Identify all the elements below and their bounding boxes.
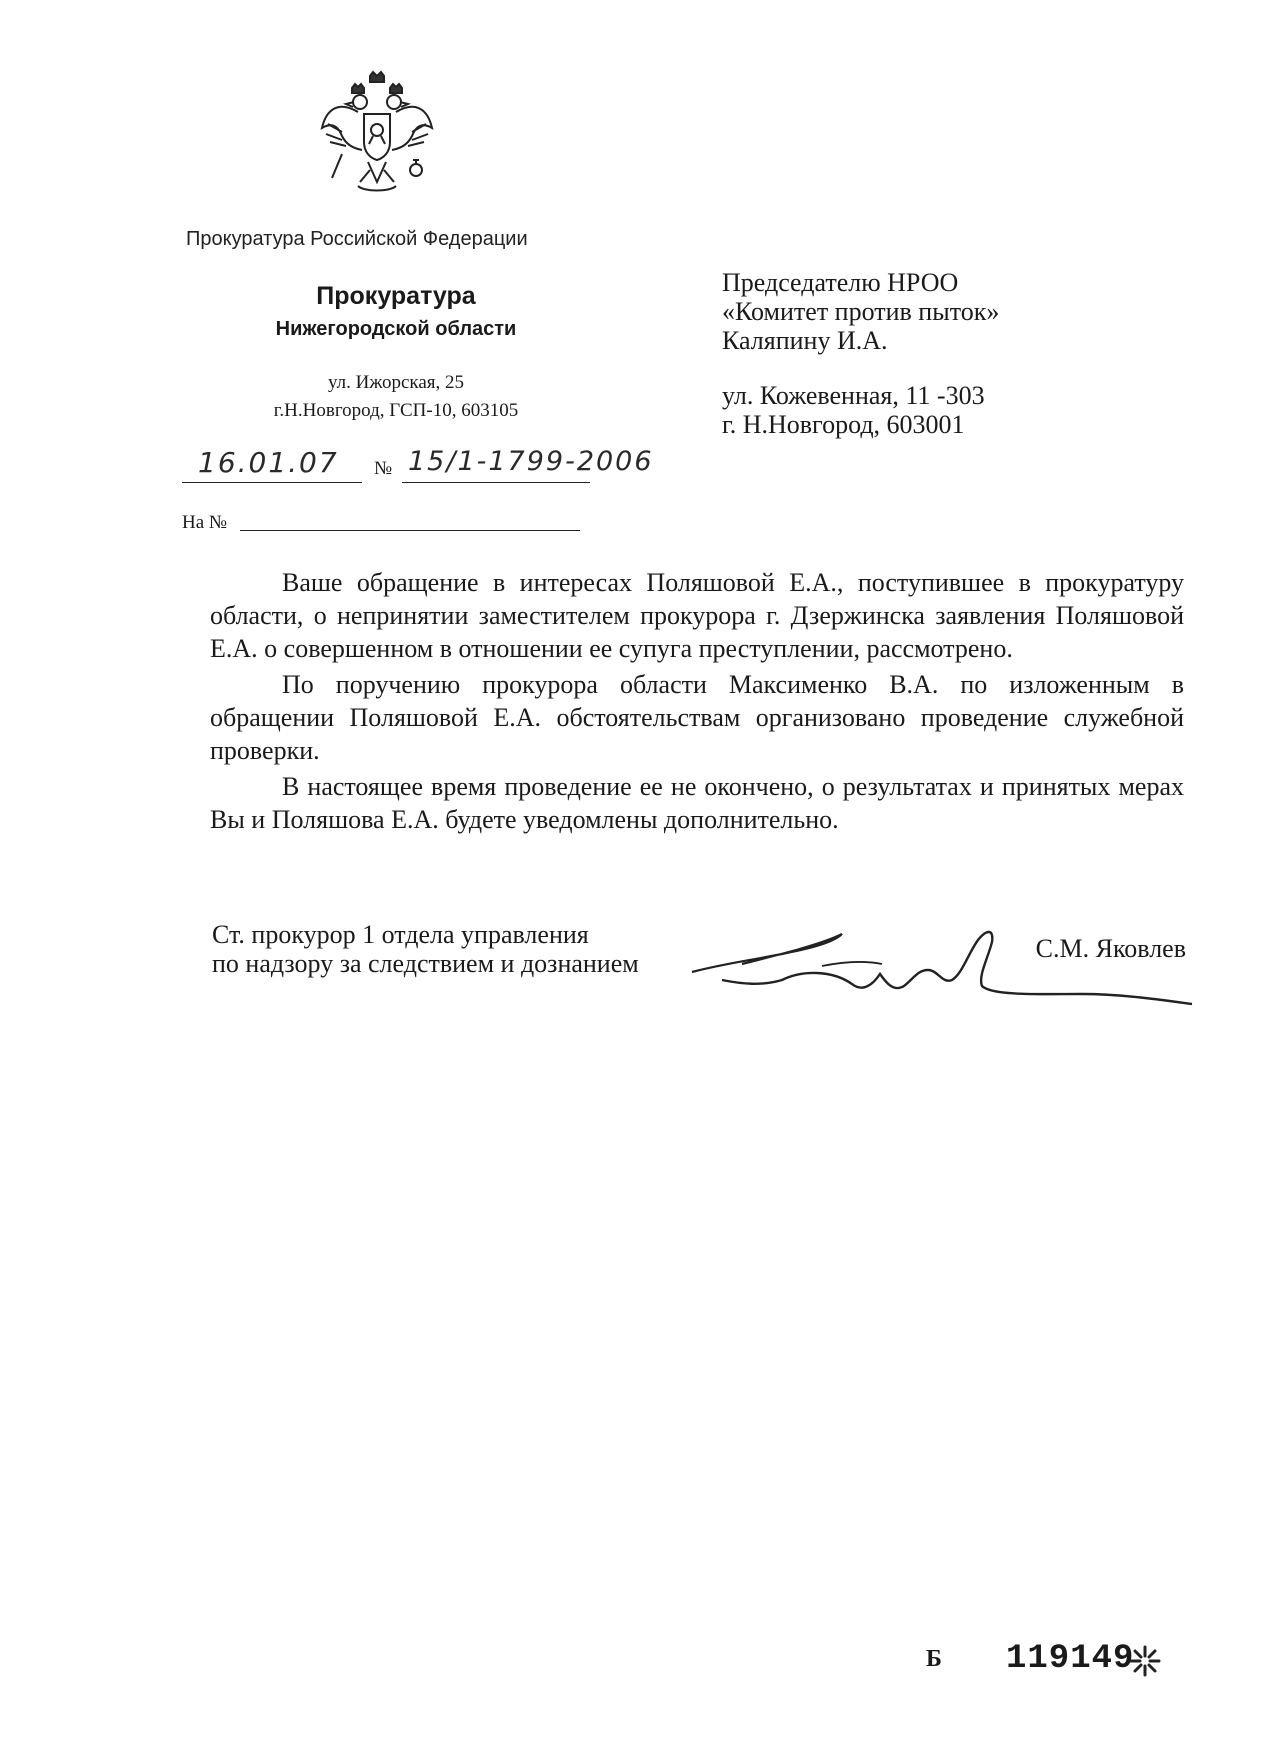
signature-block <box>212 920 1192 1010</box>
body-paragraph: Ваше обращение в интересах Поляшовой Е.А., поступившее в прокуратуру области, о непринятии заместителем прокурора г. Дзержинска заявления Поляшовой Е.А. о совершенном в отношении ее супуга преступлении, рассмотрено. <box>210 568 1184 663</box>
reference-number-underline <box>240 530 580 531</box>
form-series: Б <box>926 1646 942 1672</box>
recipient-city: г. Н.Новгород, 603001 <box>722 410 965 439</box>
signer-name: С.М. Яковлев <box>1035 934 1186 963</box>
parent-organization: Прокуратура Российской Федерации <box>186 228 528 250</box>
registration-number: 15/1-1799-2006 <box>408 446 654 477</box>
reference-number-label: На № <box>182 512 228 533</box>
recipient-street: ул. Кожевенная, 11 -303 <box>722 381 985 410</box>
organization-address-street: ул. Ижорская, 25 <box>327 372 465 393</box>
body-paragraph: В настоящее время проведение ее не окончено, о результатах и принятых мерах Вы и Поляшова Е.А. будете уведомлены дополнительно. <box>210 772 1184 834</box>
organization-subtitle: Нижегородской области <box>275 318 517 340</box>
signer-title-line: по надзору за следствием и дознанием <box>212 949 639 978</box>
organization-title: Прокуратура <box>316 282 476 310</box>
registration-date: 16.01.07 <box>198 446 339 479</box>
signer-title-line: Ст. прокурор 1 отдела управления <box>212 920 589 949</box>
recipient-organization: «Комитет против пыток» <box>722 297 1000 326</box>
form-serial-number: 119149 <box>1006 1640 1135 1678</box>
body-paragraph: По поручению прокурора области Максименко В.А. по изложенным в обращении Поляшовой Е.А. обстоятельствам организовано проведение служебной проверки. <box>210 670 1184 765</box>
handwritten-signature <box>682 914 1202 1014</box>
recipient-position: Председателю НРОО <box>722 268 959 297</box>
organization-address-city: г.Н.Новгород, ГСП-10, 603105 <box>273 400 519 421</box>
recipient-block <box>722 268 1162 439</box>
recipient-name: Каляпину И.А. <box>722 326 888 355</box>
signer-title <box>212 920 639 978</box>
registration-number-label: № <box>374 458 393 479</box>
asterisk-mark-icon <box>1128 1644 1162 1678</box>
letter-body <box>210 566 1184 839</box>
double-headed-eagle-icon <box>318 70 436 198</box>
